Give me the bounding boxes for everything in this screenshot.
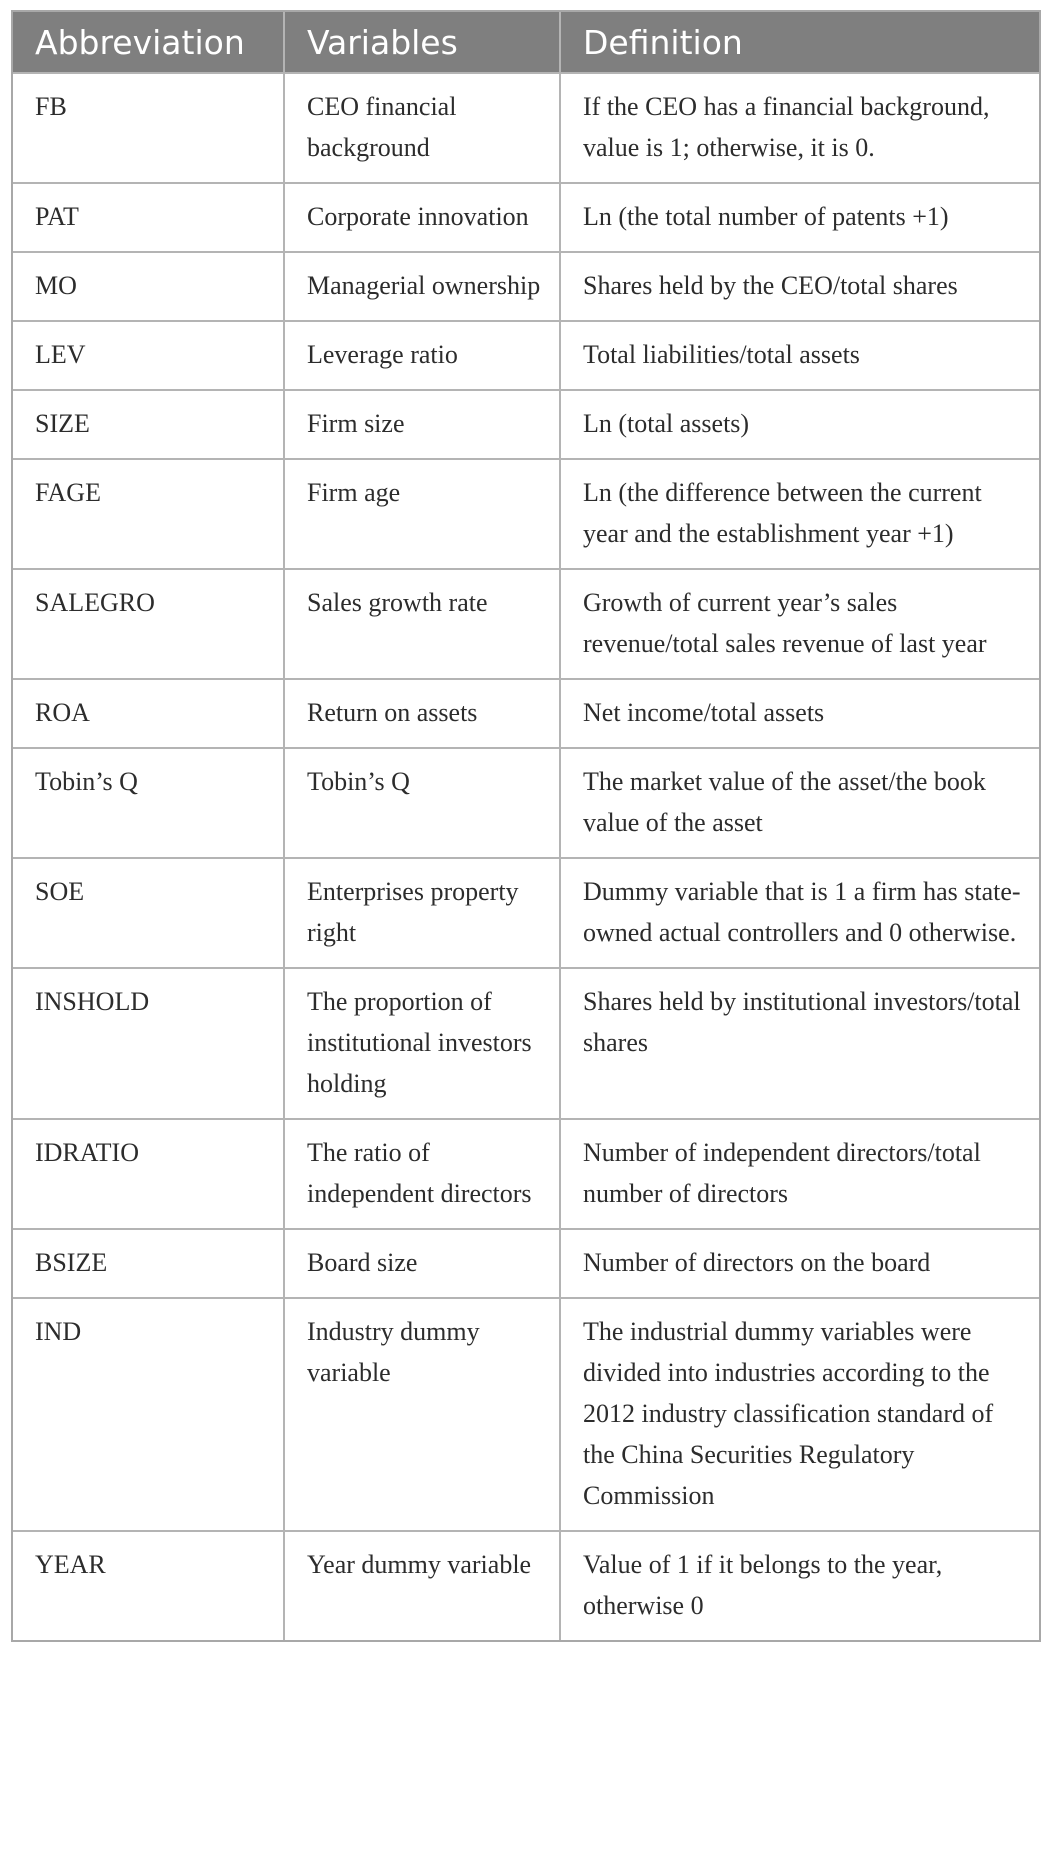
header-definition: Definition: [560, 12, 1039, 73]
cell-definition: Value of 1 if it belongs to the year, otherwise 0: [560, 1531, 1039, 1640]
table-row: [13, 183, 1039, 252]
cell-variable: Managerial ownership: [284, 252, 560, 321]
table-header: [13, 12, 1039, 73]
table-row: [13, 459, 1039, 569]
table: [13, 12, 1039, 1640]
cell-abbreviation: INSHOLD: [13, 968, 284, 1119]
cell-variable: Firm age: [284, 459, 560, 569]
cell-definition: Shares held by institutional investors/total shares: [560, 968, 1039, 1119]
cell-definition: Total liabilities/total assets: [560, 321, 1039, 390]
table-row: [13, 1298, 1039, 1531]
cell-definition: Growth of current year’s sales revenue/total sales revenue of last year: [560, 569, 1039, 679]
table-row: [13, 569, 1039, 679]
cell-variable: Corporate innovation: [284, 183, 560, 252]
cell-definition: Dummy variable that is 1 a firm has state-owned actual controllers and 0 otherwise.: [560, 858, 1039, 968]
cell-abbreviation: YEAR: [13, 1531, 284, 1640]
table-row: [13, 390, 1039, 459]
table-row: [13, 858, 1039, 968]
cell-definition: Ln (the total number of patents +1): [560, 183, 1039, 252]
table-row: [13, 679, 1039, 748]
cell-variable: Board size: [284, 1229, 560, 1298]
cell-definition: The industrial dummy variables were divided into industries according to the 2012 industry classification standard of the China Securities Regulatory Commission: [560, 1298, 1039, 1531]
cell-abbreviation: LEV: [13, 321, 284, 390]
cell-variable: Firm size: [284, 390, 560, 459]
cell-abbreviation: ROA: [13, 679, 284, 748]
cell-variable: The proportion of institutional investors holding: [284, 968, 560, 1119]
table-row: [13, 321, 1039, 390]
cell-variable: CEO financial background: [284, 73, 560, 183]
cell-abbreviation: SIZE: [13, 390, 284, 459]
cell-abbreviation: FAGE: [13, 459, 284, 569]
cell-variable: Year dummy variable: [284, 1531, 560, 1640]
cell-abbreviation: Tobin’s Q: [13, 748, 284, 858]
cell-variable: Enterprises property right: [284, 858, 560, 968]
cell-definition: Number of independent directors/total number of directors: [560, 1119, 1039, 1229]
table-row: [13, 748, 1039, 858]
table-row: [13, 73, 1039, 183]
cell-definition: Ln (total assets): [560, 390, 1039, 459]
cell-variable: Return on assets: [284, 679, 560, 748]
table-row: [13, 968, 1039, 1119]
cell-abbreviation: PAT: [13, 183, 284, 252]
cell-variable: Leverage ratio: [284, 321, 560, 390]
table-row: [13, 1229, 1039, 1298]
cell-abbreviation: IDRATIO: [13, 1119, 284, 1229]
table-row: [13, 252, 1039, 321]
header-variables: Variables: [284, 12, 560, 73]
variable-definitions-table: [11, 10, 1041, 1642]
cell-abbreviation: BSIZE: [13, 1229, 284, 1298]
cell-definition: Ln (the difference between the current year and the establishment year +1): [560, 459, 1039, 569]
cell-definition: The market value of the asset/the book value of the asset: [560, 748, 1039, 858]
cell-abbreviation: SALEGRO: [13, 569, 284, 679]
cell-variable: Sales growth rate: [284, 569, 560, 679]
cell-abbreviation: SOE: [13, 858, 284, 968]
cell-abbreviation: FB: [13, 73, 284, 183]
cell-definition: Net income/total assets: [560, 679, 1039, 748]
table-row: [13, 1531, 1039, 1640]
cell-variable: The ratio of independent directors: [284, 1119, 560, 1229]
table-body: [13, 73, 1039, 1640]
cell-variable: Industry dummy variable: [284, 1298, 560, 1531]
cell-definition: Number of directors on the board: [560, 1229, 1039, 1298]
table-row: [13, 1119, 1039, 1229]
cell-abbreviation: IND: [13, 1298, 284, 1531]
cell-definition: If the CEO has a financial background, value is 1; otherwise, it is 0.: [560, 73, 1039, 183]
cell-variable: Tobin’s Q: [284, 748, 560, 858]
cell-definition: Shares held by the CEO/total shares: [560, 252, 1039, 321]
cell-abbreviation: MO: [13, 252, 284, 321]
header-abbreviation: Abbreviation: [13, 12, 284, 73]
header-row: [13, 12, 1039, 73]
